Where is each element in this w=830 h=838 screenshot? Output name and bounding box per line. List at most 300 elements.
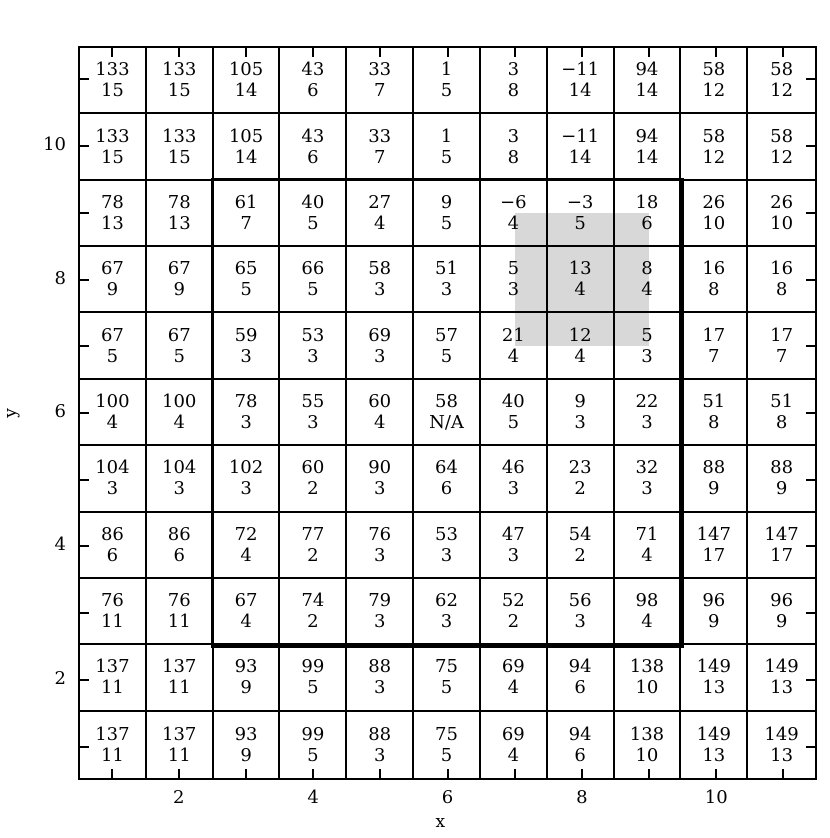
cell-value-bottom: 8 bbox=[708, 279, 720, 301]
cell-value-top: 58 bbox=[435, 390, 458, 412]
grid-cell bbox=[80, 712, 147, 778]
cell-value-top: −6 bbox=[500, 191, 527, 213]
cell-value-top: 58 bbox=[368, 258, 392, 280]
cell-value-bottom: 6 bbox=[440, 478, 453, 500]
cell-value-top: 23 bbox=[568, 457, 592, 479]
cell-value-top: 100 bbox=[162, 390, 197, 412]
y-tick-left bbox=[80, 612, 89, 614]
cell-value-top: 52 bbox=[501, 590, 525, 612]
cell-value-bottom: 7 bbox=[373, 146, 386, 168]
y-tick-left bbox=[80, 746, 89, 748]
cell-value-bottom: 2 bbox=[574, 544, 586, 566]
cell-value-top: 133 bbox=[162, 125, 197, 147]
grid-cell bbox=[147, 446, 214, 512]
y-tick-left bbox=[80, 145, 89, 147]
grid-cell bbox=[214, 247, 281, 313]
cell-value-bottom: 3 bbox=[373, 611, 386, 633]
cell-value-bottom: 5 bbox=[507, 411, 520, 433]
cell-value-top: 58 bbox=[702, 59, 726, 81]
grid-cell bbox=[347, 114, 414, 180]
cell-value-bottom: 6 bbox=[641, 212, 653, 234]
x-tick-bottom bbox=[312, 769, 314, 778]
x-tick-bottom bbox=[379, 769, 381, 778]
cell-value-top: 94 bbox=[635, 125, 659, 147]
cell-value-top: 67 bbox=[100, 324, 124, 346]
cell-value-top: 88 bbox=[702, 457, 726, 479]
cell-value-top: 5 bbox=[507, 258, 520, 280]
cell-value-top: 18 bbox=[635, 191, 659, 213]
cell-value-top: 27 bbox=[368, 191, 392, 213]
y-tick-left bbox=[80, 412, 89, 414]
cell-value-top: 104 bbox=[95, 457, 130, 479]
cell-value-top: 32 bbox=[635, 457, 659, 479]
cell-value-bottom: 5 bbox=[173, 345, 185, 367]
y-tick-left bbox=[80, 279, 89, 281]
cell-value-top: 55 bbox=[301, 390, 325, 412]
grid-cell bbox=[681, 114, 748, 180]
cell-value-bottom: 6 bbox=[106, 544, 119, 566]
grid-cell bbox=[481, 645, 548, 711]
cell-value-bottom: 3 bbox=[373, 744, 386, 766]
grid-cell bbox=[681, 181, 748, 247]
cell-value-top: 72 bbox=[234, 523, 258, 545]
grid-cell bbox=[414, 579, 481, 645]
x-tick-bottom bbox=[514, 769, 516, 778]
grid-cell bbox=[414, 513, 481, 579]
cell-value-bottom: 8 bbox=[507, 146, 520, 168]
y-tick-right bbox=[806, 345, 815, 347]
grid-cell bbox=[347, 380, 414, 446]
grid-cell bbox=[280, 513, 347, 579]
cell-value-bottom: 15 bbox=[167, 146, 191, 168]
x-tick-top bbox=[581, 48, 583, 57]
cell-value-bottom: 3 bbox=[507, 279, 520, 301]
cell-value-bottom: 6 bbox=[574, 744, 586, 766]
y-tick-left bbox=[80, 345, 89, 347]
grid-cell bbox=[548, 446, 615, 512]
x-tick-bottom bbox=[245, 769, 247, 778]
grid-cell bbox=[615, 114, 682, 180]
cell-value-top: 133 bbox=[95, 125, 130, 147]
grid-cell bbox=[280, 114, 347, 180]
y-tick-label: 4 bbox=[54, 534, 66, 556]
cell-value-bottom: 4 bbox=[106, 411, 119, 433]
cell-value-bottom: 12 bbox=[702, 146, 726, 168]
cell-value-top: 43 bbox=[301, 125, 325, 147]
cell-value-top: 75 bbox=[435, 723, 458, 745]
cell-value-top: 43 bbox=[301, 59, 325, 81]
cell-value-bottom: 14 bbox=[568, 146, 592, 168]
cell-value-bottom: 5 bbox=[440, 677, 453, 699]
grid-cell bbox=[214, 579, 281, 645]
cell-value-bottom: 10 bbox=[770, 212, 794, 234]
grid-cell bbox=[80, 446, 147, 512]
cell-value-top: 96 bbox=[702, 590, 726, 612]
cell-value-top: 138 bbox=[629, 723, 665, 745]
x-tick-label: 6 bbox=[441, 787, 454, 808]
grid-cell bbox=[548, 114, 615, 180]
grid-cell bbox=[548, 247, 615, 313]
cell-value-top: 67 bbox=[167, 324, 191, 346]
cell-value-bottom: 12 bbox=[702, 80, 726, 102]
cell-value-bottom: 7 bbox=[373, 80, 386, 102]
cell-value-top: 94 bbox=[635, 59, 659, 81]
grid-cell bbox=[681, 579, 748, 645]
cell-value-top: 5 bbox=[641, 324, 653, 346]
cell-value-bottom: 11 bbox=[167, 677, 191, 699]
cell-value-top: 59 bbox=[234, 324, 258, 346]
cell-value-bottom: 14 bbox=[635, 146, 659, 168]
cell-value-top: 53 bbox=[301, 324, 325, 346]
grid-cell bbox=[347, 645, 414, 711]
cell-value-bottom: 12 bbox=[770, 80, 794, 102]
x-tick-top bbox=[312, 48, 314, 57]
cell-value-top: 94 bbox=[568, 723, 592, 745]
cell-value-bottom: 9 bbox=[708, 611, 720, 633]
cell-value-top: 12 bbox=[568, 324, 592, 346]
grid-cell bbox=[681, 645, 748, 711]
cell-value-bottom: 14 bbox=[635, 80, 659, 102]
grid-cell bbox=[80, 247, 147, 313]
y-tick-label: 6 bbox=[54, 401, 66, 422]
y-tick-left bbox=[80, 679, 89, 681]
cell-value-top: 8 bbox=[641, 258, 653, 280]
cell-value-bottom: 9 bbox=[708, 478, 720, 500]
cell-value-bottom: 10 bbox=[635, 677, 659, 699]
x-tick-top bbox=[447, 48, 449, 57]
cell-value-bottom: 3 bbox=[373, 544, 386, 566]
grid-cell bbox=[748, 114, 815, 180]
cell-value-top: 100 bbox=[95, 390, 130, 412]
grid-cell bbox=[280, 579, 347, 645]
grid-cell bbox=[280, 181, 347, 247]
cell-value-bottom: 3 bbox=[106, 478, 119, 500]
cell-value-top: −11 bbox=[561, 59, 600, 81]
cell-value-bottom: 13 bbox=[167, 212, 191, 234]
grid-cell bbox=[80, 645, 147, 711]
cell-value-top: 51 bbox=[770, 390, 794, 412]
cell-value-bottom: 4 bbox=[240, 611, 252, 633]
cell-value-bottom: 5 bbox=[240, 279, 252, 301]
cell-value-top: 40 bbox=[301, 191, 325, 213]
cell-value-bottom: 15 bbox=[167, 80, 191, 102]
cell-value-top: 88 bbox=[368, 723, 392, 745]
cell-value-bottom: 4 bbox=[507, 677, 520, 699]
grid-cell bbox=[481, 446, 548, 512]
cell-value-top: 47 bbox=[501, 523, 525, 545]
grid-cell bbox=[414, 380, 481, 446]
grid-cell bbox=[414, 181, 481, 247]
grid-cell bbox=[214, 114, 281, 180]
grid-cell bbox=[548, 579, 615, 645]
cell-value-top: 133 bbox=[95, 59, 130, 81]
cell-value-bottom: 5 bbox=[440, 345, 453, 367]
grid-cell bbox=[280, 313, 347, 379]
cell-value-top: 104 bbox=[162, 457, 197, 479]
cell-value-top: 58 bbox=[702, 125, 726, 147]
cell-value-bottom: 4 bbox=[373, 212, 386, 234]
cell-value-top: 102 bbox=[228, 457, 264, 479]
grid-cell bbox=[481, 114, 548, 180]
cell-value-top: 149 bbox=[696, 723, 731, 745]
cell-value-bottom: 5 bbox=[307, 744, 319, 766]
cell-value-top: 66 bbox=[301, 258, 325, 280]
grid-cell bbox=[147, 114, 214, 180]
grid-cell bbox=[280, 247, 347, 313]
cell-value-bottom: 4 bbox=[507, 345, 520, 367]
cell-value-top: 69 bbox=[501, 723, 525, 745]
cell-value-top: 147 bbox=[696, 523, 731, 545]
grid-cell bbox=[748, 513, 815, 579]
cell-value-bottom: 5 bbox=[440, 212, 453, 234]
cell-value-top: 40 bbox=[501, 390, 525, 412]
x-tick-bottom bbox=[178, 769, 180, 778]
grid-cell bbox=[481, 247, 548, 313]
x-tick-top bbox=[715, 48, 717, 57]
y-tick-left bbox=[80, 78, 89, 80]
cell-value-top: 64 bbox=[435, 457, 458, 479]
cell-value-bottom: 13 bbox=[770, 744, 794, 766]
cell-value-bottom: 3 bbox=[173, 478, 185, 500]
cell-value-bottom: 4 bbox=[373, 411, 386, 433]
cell-value-bottom: 5 bbox=[440, 146, 453, 168]
cell-value-bottom: 3 bbox=[373, 279, 386, 301]
grid-cell bbox=[481, 48, 548, 114]
cell-value-bottom: 9 bbox=[173, 279, 185, 301]
cell-value-bottom: 11 bbox=[100, 744, 124, 766]
grid-cell bbox=[681, 380, 748, 446]
cell-value-top: 78 bbox=[167, 191, 191, 213]
y-tick-right bbox=[806, 679, 815, 681]
grid-cell bbox=[80, 579, 147, 645]
cell-value-bottom: 13 bbox=[770, 677, 794, 699]
cell-value-bottom: 2 bbox=[307, 478, 319, 500]
x-tick-label: 2 bbox=[173, 787, 185, 808]
cell-value-top: 17 bbox=[702, 324, 726, 346]
cell-value-top: 22 bbox=[635, 390, 659, 412]
cell-value-top: 78 bbox=[234, 390, 258, 412]
grid-cell bbox=[681, 247, 748, 313]
cell-value-bottom: 4 bbox=[240, 544, 252, 566]
cell-value-bottom: 3 bbox=[307, 345, 319, 367]
cell-value-bottom: 3 bbox=[240, 478, 252, 500]
grid-cell bbox=[615, 579, 682, 645]
cell-value-top: 96 bbox=[770, 590, 794, 612]
cell-value-bottom: 11 bbox=[100, 611, 124, 633]
cell-value-bottom: 3 bbox=[641, 345, 653, 367]
cell-value-top: 1 bbox=[440, 59, 453, 81]
x-axis-title: x bbox=[435, 812, 446, 832]
cell-value-top: 74 bbox=[301, 590, 325, 612]
cell-value-bottom: 9 bbox=[775, 611, 788, 633]
grid-cell bbox=[748, 446, 815, 512]
cell-value-top: 86 bbox=[167, 523, 191, 545]
cell-value-top: 90 bbox=[368, 457, 392, 479]
cell-value-top: 75 bbox=[435, 656, 458, 678]
cell-value-bottom: 8 bbox=[775, 279, 788, 301]
cell-value-top: 60 bbox=[301, 457, 325, 479]
grid-cell bbox=[347, 181, 414, 247]
grid-cell bbox=[80, 181, 147, 247]
grid-cell bbox=[147, 48, 214, 114]
cell-value-bottom: 3 bbox=[507, 478, 520, 500]
grid-cell bbox=[414, 313, 481, 379]
x-tick-label: 4 bbox=[307, 787, 319, 808]
cell-value-bottom: 6 bbox=[574, 677, 586, 699]
cell-value-bottom: 9 bbox=[775, 478, 788, 500]
cell-value-bottom: 12 bbox=[770, 146, 794, 168]
grid-cell bbox=[347, 513, 414, 579]
grid-cell bbox=[414, 446, 481, 512]
cell-value-bottom: 15 bbox=[100, 80, 124, 102]
cell-value-bottom: 5 bbox=[307, 677, 319, 699]
x-tick-bottom bbox=[447, 769, 449, 778]
grid-cell bbox=[214, 645, 281, 711]
cell-value-top: 62 bbox=[435, 590, 458, 612]
grid-cell bbox=[481, 579, 548, 645]
grid-cell bbox=[748, 380, 815, 446]
grid-cell bbox=[481, 313, 548, 379]
grid-cell bbox=[80, 380, 147, 446]
y-tick-label: 8 bbox=[54, 267, 66, 289]
cell-value-bottom: 6 bbox=[173, 544, 185, 566]
grid-cell bbox=[414, 247, 481, 313]
grid-cell bbox=[548, 313, 615, 379]
grid-cell bbox=[147, 579, 214, 645]
grid-cell bbox=[615, 247, 682, 313]
cell-value-top: 67 bbox=[100, 258, 124, 280]
y-tick-right bbox=[806, 479, 815, 481]
cell-value-top: 94 bbox=[568, 656, 592, 678]
cell-value-bottom: 3 bbox=[373, 677, 386, 699]
grid-cell bbox=[615, 313, 682, 379]
y-tick-right bbox=[806, 145, 815, 147]
cell-value-top: 58 bbox=[770, 59, 794, 81]
cell-value-bottom: 13 bbox=[702, 677, 726, 699]
grid-cell bbox=[147, 247, 214, 313]
cell-value-top: 9 bbox=[574, 390, 586, 412]
y-tick-left bbox=[80, 545, 89, 547]
cell-value-top: 149 bbox=[696, 656, 731, 678]
cell-value-bottom: 4 bbox=[507, 744, 520, 766]
cell-value-bottom: 4 bbox=[574, 279, 586, 301]
cell-value-bottom: 2 bbox=[574, 478, 586, 500]
grid-cell bbox=[681, 313, 748, 379]
cell-value-bottom: 4 bbox=[574, 345, 586, 367]
cell-value-bottom: 3 bbox=[440, 279, 453, 301]
cell-value-top: 98 bbox=[635, 590, 659, 612]
grid-cell bbox=[280, 380, 347, 446]
grid-cell bbox=[214, 380, 281, 446]
cell-value-top: 105 bbox=[228, 59, 264, 81]
cell-value-bottom: 3 bbox=[574, 611, 586, 633]
cell-value-top: 46 bbox=[501, 457, 525, 479]
x-tick-top bbox=[379, 48, 381, 57]
cell-value-bottom: 11 bbox=[167, 744, 191, 766]
cell-value-top: 56 bbox=[568, 590, 592, 612]
cell-value-top: 53 bbox=[435, 523, 458, 545]
grid-cell bbox=[748, 645, 815, 711]
grid-cell bbox=[214, 181, 281, 247]
cell-value-bottom: 10 bbox=[702, 212, 726, 234]
cell-value-bottom: 4 bbox=[641, 544, 653, 566]
cell-value-top: 3 bbox=[507, 125, 520, 147]
cell-value-bottom: 14 bbox=[234, 80, 258, 102]
cell-value-bottom: 3 bbox=[507, 544, 520, 566]
cell-value-bottom: 3 bbox=[373, 478, 386, 500]
y-tick-right bbox=[806, 746, 815, 748]
cell-value-bottom: 3 bbox=[440, 611, 453, 633]
grid-cell bbox=[214, 513, 281, 579]
grid-cell bbox=[548, 645, 615, 711]
x-tick-bottom bbox=[581, 769, 583, 778]
cell-value-bottom: 2 bbox=[307, 544, 319, 566]
cell-value-bottom: 13 bbox=[702, 744, 726, 766]
grid-cell bbox=[147, 181, 214, 247]
grid-cell bbox=[414, 48, 481, 114]
cell-value-top: 78 bbox=[100, 191, 124, 213]
cell-value-bottom: 7 bbox=[708, 345, 720, 367]
y-tick-left bbox=[80, 212, 89, 214]
cell-value-top: 51 bbox=[435, 258, 458, 280]
cell-value-bottom: 8 bbox=[708, 411, 720, 433]
grid-cell bbox=[681, 513, 748, 579]
grid-cell bbox=[280, 645, 347, 711]
grid-cell bbox=[615, 446, 682, 512]
grid-cell bbox=[548, 513, 615, 579]
grid-cell bbox=[481, 181, 548, 247]
grid-cell bbox=[615, 181, 682, 247]
cell-value-bottom: N/A bbox=[429, 411, 464, 433]
grid-cell bbox=[147, 712, 214, 778]
cell-value-top: 76 bbox=[100, 590, 124, 612]
cell-value-bottom: 5 bbox=[574, 212, 586, 234]
cell-value-top: 137 bbox=[162, 723, 197, 745]
grid-cell bbox=[548, 380, 615, 446]
cell-value-top: −3 bbox=[566, 191, 594, 213]
cell-value-top: 69 bbox=[368, 324, 392, 346]
cell-value-top: 99 bbox=[301, 723, 325, 745]
x-tick-top bbox=[111, 48, 113, 57]
cell-value-bottom: 11 bbox=[167, 611, 191, 633]
cell-value-bottom: 3 bbox=[641, 478, 653, 500]
cell-value-top: 60 bbox=[368, 390, 392, 412]
cell-value-top: 133 bbox=[162, 59, 197, 81]
x-tick-bottom bbox=[782, 769, 784, 778]
grid-cell bbox=[347, 446, 414, 512]
cell-value-top: 149 bbox=[764, 656, 799, 678]
cell-value-top: 33 bbox=[368, 125, 392, 147]
grid-cell bbox=[414, 114, 481, 180]
y-tick-label: 2 bbox=[54, 667, 66, 689]
cell-value-top: 88 bbox=[770, 457, 794, 479]
grid-cell bbox=[748, 181, 815, 247]
cell-value-top: 105 bbox=[228, 125, 264, 147]
cell-value-top: 93 bbox=[234, 656, 258, 678]
grid-cell bbox=[347, 247, 414, 313]
y-tick-right bbox=[806, 412, 815, 414]
cell-value-top: 33 bbox=[368, 59, 392, 81]
grid-cell bbox=[80, 313, 147, 379]
grid-cell bbox=[615, 380, 682, 446]
x-tick-top bbox=[782, 48, 784, 57]
cell-value-bottom: 7 bbox=[775, 345, 788, 367]
cell-value-top: 71 bbox=[635, 523, 659, 545]
cell-value-top: 137 bbox=[95, 656, 130, 678]
cell-value-bottom: 5 bbox=[307, 279, 319, 301]
cell-value-bottom: 5 bbox=[307, 212, 319, 234]
grid-cell bbox=[80, 513, 147, 579]
